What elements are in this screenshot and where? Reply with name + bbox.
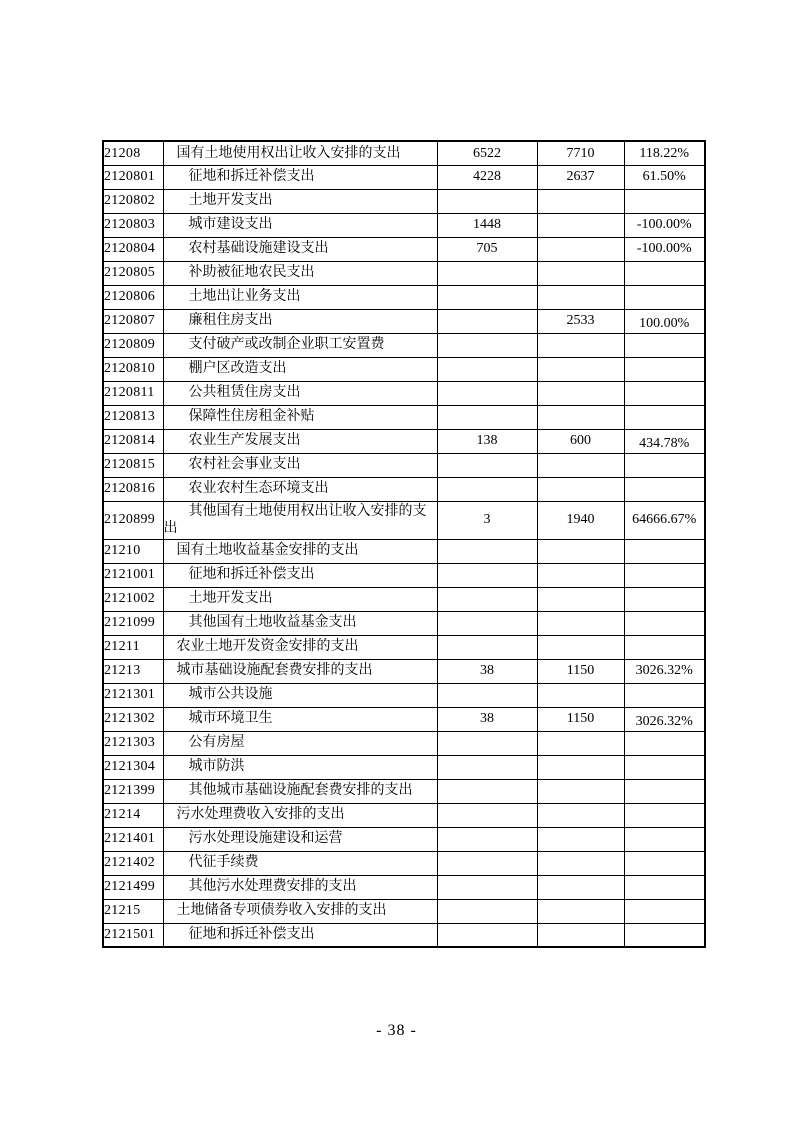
row-code: 2121001 — [103, 563, 163, 587]
row-description: 农业生产发展支出 — [163, 429, 437, 453]
row-value-1 — [437, 453, 537, 477]
table-row — [103, 213, 705, 237]
row-value-2 — [537, 635, 624, 659]
row-value-2: 1940 — [537, 501, 624, 539]
row-value-1 — [437, 779, 537, 803]
table-row — [103, 381, 705, 405]
row-value-2 — [537, 611, 624, 635]
row-value-1 — [437, 333, 537, 357]
table-row — [103, 563, 705, 587]
table-row — [103, 827, 705, 851]
row-change-percent — [624, 899, 705, 923]
row-code: 2120804 — [103, 237, 163, 261]
row-description: 廉租住房支出 — [163, 309, 437, 333]
row-value-2: 7710 — [537, 141, 624, 165]
row-description: 国有土地收益基金安排的支出 — [163, 539, 437, 563]
table-row — [103, 261, 705, 285]
table-row — [103, 707, 705, 731]
page-number: - 38 - — [376, 1022, 417, 1039]
table-row — [103, 755, 705, 779]
row-value-1 — [437, 189, 537, 213]
row-value-2: 1150 — [537, 659, 624, 683]
row-value-1: 705 — [437, 237, 537, 261]
row-change-percent: 3026.32% — [624, 659, 705, 683]
table-row — [103, 851, 705, 875]
row-description: 城市环境卫生 — [163, 707, 437, 731]
row-change-percent: 434.78% — [624, 429, 705, 453]
row-code: 2121301 — [103, 683, 163, 707]
table-row — [103, 659, 705, 683]
row-change-percent — [624, 405, 705, 429]
row-value-1: 138 — [437, 429, 537, 453]
row-value-1: 6522 — [437, 141, 537, 165]
table-row — [103, 875, 705, 899]
row-description: 农业土地开发资金安排的支出 — [163, 635, 437, 659]
row-code: 21213 — [103, 659, 163, 683]
row-value-2 — [537, 539, 624, 563]
row-code: 2121399 — [103, 779, 163, 803]
row-code: 2120815 — [103, 453, 163, 477]
row-value-2: 600 — [537, 429, 624, 453]
table-row — [103, 141, 705, 165]
row-value-1: 1448 — [437, 213, 537, 237]
table-row — [103, 611, 705, 635]
table-row — [103, 731, 705, 755]
row-value-1 — [437, 731, 537, 755]
row-change-percent — [624, 189, 705, 213]
row-description: 其他城市基础设施配套费安排的支出 — [163, 779, 437, 803]
row-change-percent — [624, 683, 705, 707]
row-code: 2120810 — [103, 357, 163, 381]
table-row — [103, 237, 705, 261]
row-value-2 — [537, 731, 624, 755]
row-change-percent — [624, 563, 705, 587]
row-value-1 — [437, 405, 537, 429]
row-description: 支付破产或改制企业职工安置费 — [163, 333, 437, 357]
row-change-percent — [624, 477, 705, 501]
row-value-2 — [537, 683, 624, 707]
row-code: 2121303 — [103, 731, 163, 755]
row-code: 2120806 — [103, 285, 163, 309]
row-code: 21208 — [103, 141, 163, 165]
row-description: 其他国有土地收益基金支出 — [163, 611, 437, 635]
row-value-2 — [537, 851, 624, 875]
row-change-percent — [624, 381, 705, 405]
row-value-1: 4228 — [437, 165, 537, 189]
row-code: 2120813 — [103, 405, 163, 429]
row-code: 21214 — [103, 803, 163, 827]
row-code: 2121501 — [103, 923, 163, 947]
row-description: 其他国有土地使用权出让收入安排的支出 — [163, 501, 437, 539]
row-code: 2120809 — [103, 333, 163, 357]
table-row — [103, 285, 705, 309]
row-value-1: 38 — [437, 707, 537, 731]
row-description: 国有土地使用权出让收入安排的支出 — [163, 141, 437, 165]
row-value-1 — [437, 875, 537, 899]
row-code: 2121002 — [103, 587, 163, 611]
row-change-percent — [624, 875, 705, 899]
row-change-percent: 100.00% — [624, 309, 705, 333]
table-body — [103, 141, 705, 947]
table-row — [103, 453, 705, 477]
row-code: 2121099 — [103, 611, 163, 635]
table-row — [103, 309, 705, 333]
row-code: 2120802 — [103, 189, 163, 213]
row-description: 城市公共设施 — [163, 683, 437, 707]
row-description: 征地和拆迁补偿支出 — [163, 563, 437, 587]
row-code: 2120805 — [103, 261, 163, 285]
row-change-percent: 3026.32% — [624, 707, 705, 731]
row-value-1 — [437, 309, 537, 333]
row-value-2: 2637 — [537, 165, 624, 189]
row-value-2 — [537, 405, 624, 429]
row-description: 棚户区改造支出 — [163, 357, 437, 381]
row-description: 征地和拆迁补偿支出 — [163, 923, 437, 947]
row-value-2 — [537, 333, 624, 357]
row-change-percent: 64666.67% — [624, 501, 705, 539]
budget-table — [102, 140, 706, 948]
row-change-percent — [624, 453, 705, 477]
row-value-1 — [437, 923, 537, 947]
row-value-2 — [537, 285, 624, 309]
row-value-2 — [537, 477, 624, 501]
row-value-2 — [537, 923, 624, 947]
row-value-1 — [437, 563, 537, 587]
row-description: 污水处理设施建设和运营 — [163, 827, 437, 851]
table-row — [103, 357, 705, 381]
table-row — [103, 587, 705, 611]
row-value-1: 3 — [437, 501, 537, 539]
row-change-percent — [624, 611, 705, 635]
row-change-percent — [624, 803, 705, 827]
row-change-percent — [624, 779, 705, 803]
row-value-2 — [537, 779, 624, 803]
row-description: 土地开发支出 — [163, 189, 437, 213]
row-value-1 — [437, 477, 537, 501]
row-value-2 — [537, 237, 624, 261]
row-code: 2121402 — [103, 851, 163, 875]
row-value-2 — [537, 827, 624, 851]
row-value-1 — [437, 611, 537, 635]
row-value-2 — [537, 755, 624, 779]
row-value-1 — [437, 539, 537, 563]
row-code: 2121499 — [103, 875, 163, 899]
row-value-2 — [537, 381, 624, 405]
row-description: 代征手续费 — [163, 851, 437, 875]
row-description: 农村基础设施建设支出 — [163, 237, 437, 261]
row-description: 土地开发支出 — [163, 587, 437, 611]
row-change-percent — [624, 261, 705, 285]
row-value-1: 38 — [437, 659, 537, 683]
row-change-percent — [624, 285, 705, 309]
row-change-percent — [624, 333, 705, 357]
row-code: 2121302 — [103, 707, 163, 731]
row-change-percent: 118.22% — [624, 141, 705, 165]
row-description: 补助被征地农民支出 — [163, 261, 437, 285]
table-row — [103, 189, 705, 213]
row-value-1 — [437, 357, 537, 381]
row-code: 2120814 — [103, 429, 163, 453]
table-row — [103, 501, 705, 539]
row-value-2 — [537, 213, 624, 237]
row-value-2 — [537, 803, 624, 827]
row-value-2 — [537, 261, 624, 285]
table-row — [103, 683, 705, 707]
row-value-1 — [437, 683, 537, 707]
row-value-2 — [537, 587, 624, 611]
row-code: 2121401 — [103, 827, 163, 851]
table-row — [103, 899, 705, 923]
row-description: 征地和拆迁补偿支出 — [163, 165, 437, 189]
row-description: 土地出让业务支出 — [163, 285, 437, 309]
row-value-1 — [437, 587, 537, 611]
row-description: 农村社会事业支出 — [163, 453, 437, 477]
table-row — [103, 779, 705, 803]
table-row — [103, 429, 705, 453]
row-change-percent — [624, 357, 705, 381]
row-description: 土地储备专项债券收入安排的支出 — [163, 899, 437, 923]
row-code: 2120803 — [103, 213, 163, 237]
row-code: 2121304 — [103, 755, 163, 779]
row-value-1 — [437, 755, 537, 779]
row-change-percent — [624, 635, 705, 659]
row-change-percent — [624, 851, 705, 875]
row-value-1 — [437, 261, 537, 285]
row-value-1 — [437, 635, 537, 659]
row-change-percent: 61.50% — [624, 165, 705, 189]
table-row — [103, 803, 705, 827]
row-value-2 — [537, 563, 624, 587]
table-row — [103, 333, 705, 357]
row-value-1 — [437, 803, 537, 827]
row-change-percent — [624, 923, 705, 947]
row-value-1 — [437, 827, 537, 851]
table-row — [103, 923, 705, 947]
row-value-1 — [437, 851, 537, 875]
row-value-2 — [537, 357, 624, 381]
row-description: 公有房屋 — [163, 731, 437, 755]
row-value-2: 2533 — [537, 309, 624, 333]
row-description: 其他污水处理费安排的支出 — [163, 875, 437, 899]
row-description: 农业农村生态环境支出 — [163, 477, 437, 501]
row-value-1 — [437, 899, 537, 923]
row-description: 城市基础设施配套费安排的支出 — [163, 659, 437, 683]
row-description: 公共租赁住房支出 — [163, 381, 437, 405]
table-row — [103, 405, 705, 429]
row-change-percent: -100.00% — [624, 237, 705, 261]
row-code: 2120801 — [103, 165, 163, 189]
row-code: 21215 — [103, 899, 163, 923]
row-change-percent — [624, 827, 705, 851]
row-change-percent — [624, 731, 705, 755]
table-row — [103, 635, 705, 659]
row-code: 21211 — [103, 635, 163, 659]
row-description: 城市防洪 — [163, 755, 437, 779]
row-code: 2120811 — [103, 381, 163, 405]
table-row — [103, 539, 705, 563]
table-row — [103, 477, 705, 501]
row-code: 21210 — [103, 539, 163, 563]
row-value-2 — [537, 189, 624, 213]
row-code: 2120816 — [103, 477, 163, 501]
row-value-2 — [537, 453, 624, 477]
row-description: 城市建设支出 — [163, 213, 437, 237]
row-change-percent — [624, 539, 705, 563]
row-change-percent — [624, 755, 705, 779]
row-description: 保障性住房租金补贴 — [163, 405, 437, 429]
row-value-2 — [537, 899, 624, 923]
row-value-2 — [537, 875, 624, 899]
row-change-percent — [624, 587, 705, 611]
table-row — [103, 165, 705, 189]
row-description: 污水处理费收入安排的支出 — [163, 803, 437, 827]
row-code: 2120899 — [103, 501, 163, 539]
row-value-2: 1150 — [537, 707, 624, 731]
row-value-1 — [437, 381, 537, 405]
row-change-percent: -100.00% — [624, 213, 705, 237]
row-value-1 — [437, 285, 537, 309]
row-code: 2120807 — [103, 309, 163, 333]
